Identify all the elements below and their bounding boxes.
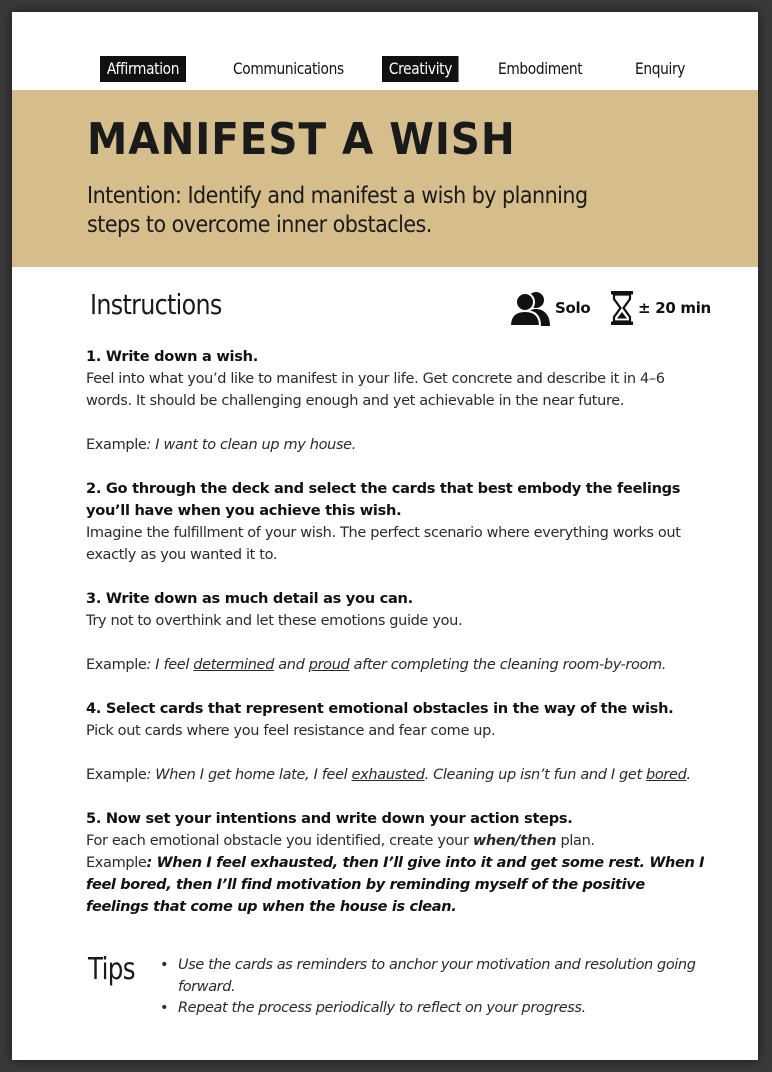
tab-embodiment[interactable]: Embodiment — [498, 59, 583, 78]
tips-heading: Tips — [88, 952, 135, 987]
step-description: Feel into what you’d like to manifest in your life. Get concrete and describe it in 4–6 words. It should be challenging enough and yet achievable in the near future. — [86, 371, 665, 409]
step-title: 4. Select cards that represent emotional obstacles in the way of the wish. — [86, 700, 674, 717]
instructions-heading: Instructions — [90, 288, 222, 321]
card-page — [12, 12, 758, 1060]
duration-indicator — [610, 290, 711, 326]
step-description: Try not to overthink and let these emotions guide you. — [86, 613, 463, 629]
tab-creativity[interactable]: Creativity — [382, 56, 459, 82]
mode-label: Solo — [555, 299, 591, 317]
step-title: 3. Write down as much detail as you can. — [86, 590, 413, 607]
tab-enquiry[interactable]: Enquiry — [635, 59, 686, 78]
intention-text: Intention: Identify and manifest a wish by planning steps to overcome inner obstacles. — [87, 183, 588, 238]
step-description: Pick out cards where you feel resistance and fear come up. — [86, 723, 496, 739]
step-1 — [86, 346, 706, 456]
step-title: 5. Now set your intentions and write down your action steps. — [86, 810, 573, 827]
tab-affirmation[interactable]: Affirmation — [100, 56, 186, 82]
step-example: Example: When I get home late, I feel exhausted. Cleaning up isn’t fun and I get bored. — [86, 767, 691, 783]
step-5 — [86, 808, 706, 918]
step-example: Example: I feel determined and proud after completing the cleaning room-by-room. — [86, 657, 667, 673]
step-2 — [86, 478, 706, 566]
step-title: 2. Go through the deck and select the cards that best embody the feelings you’ll have when you achieve this wish. — [86, 480, 681, 519]
title-banner — [12, 90, 758, 267]
tip-item: • Use the cards as reminders to anchor your motivation and resolution going forward. — [160, 955, 700, 998]
step-title: 1. Write down a wish. — [86, 348, 258, 365]
tip-item: • Repeat the process periodically to reflect on your progress. — [160, 998, 700, 1020]
step-3 — [86, 588, 706, 676]
tab-communications[interactable]: Communications — [233, 59, 344, 78]
step-description: Imagine the fulfillment of your wish. The perfect scenario where everything works out exactly as you wanted it to. — [86, 525, 681, 563]
instructions-body — [86, 346, 706, 918]
mode-indicator — [509, 290, 590, 326]
step-4 — [86, 698, 706, 786]
step-example: Example: When I feel exhausted, then I’ll give into it and get some rest. When I feel bored, then I’ll find motivation by reminding myself of the positive feelings that come up when the house is clean. — [86, 855, 705, 915]
page-title: MANIFEST A WISH — [87, 114, 516, 165]
hourglass-icon — [610, 290, 634, 326]
step-description: For each emotional obstacle you identified, create your when/then plan. — [86, 833, 595, 849]
tips-list — [160, 955, 700, 1020]
people-icon — [509, 290, 551, 326]
category-tabs — [12, 56, 758, 82]
duration-label: ± 20 min — [638, 299, 711, 317]
step-example: Example: I want to clean up my house. — [86, 437, 357, 453]
